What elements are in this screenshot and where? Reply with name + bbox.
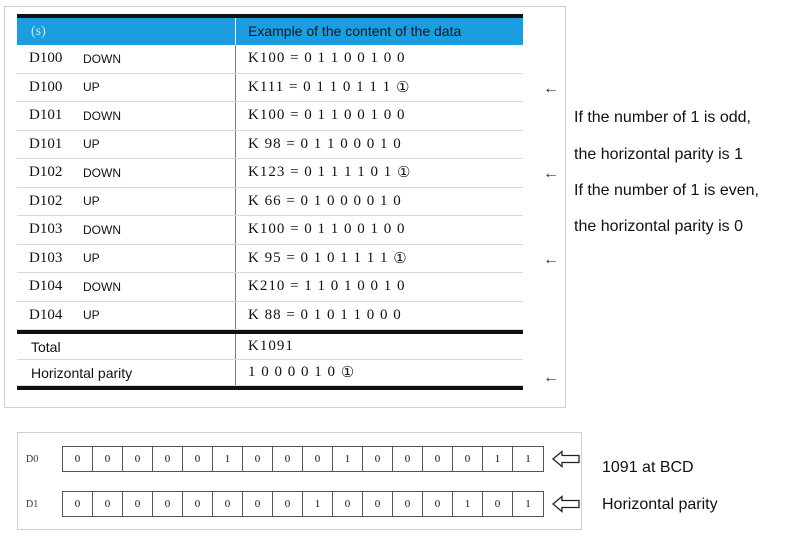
table-header <box>17 18 523 45</box>
table-row <box>17 273 523 302</box>
bit-cell: 0 <box>273 492 303 516</box>
total-value: K1091 <box>248 338 294 354</box>
content-value: K111 = 0 1 1 0 1 1 1 <box>248 78 396 95</box>
content-value: K 98 = 0 1 1 0 0 0 1 0 <box>248 135 402 152</box>
register-name: D104 <box>29 278 63 295</box>
d0-label: 1091 at BCD <box>602 459 694 476</box>
bit-cell: 0 <box>153 447 183 471</box>
register-direction: DOWN <box>83 222 121 237</box>
table-bottom-rule <box>17 386 523 390</box>
data-table <box>17 14 523 390</box>
bit-cell: 0 <box>303 447 333 471</box>
arrow-left-icon: ← <box>543 369 559 386</box>
note-odd-line1: If the number of 1 is odd, <box>574 109 751 126</box>
register-direction: DOWN <box>83 108 121 123</box>
circled-one: ① <box>393 250 408 267</box>
content-cell <box>236 302 523 330</box>
content-cell <box>236 273 523 301</box>
register-cell <box>17 216 236 244</box>
register-cell <box>17 302 236 330</box>
hollow-arrow-left-icon <box>552 495 580 513</box>
table-row <box>17 45 523 74</box>
bit-cell: 0 <box>123 447 153 471</box>
table-row <box>17 188 523 217</box>
register-name: D104 <box>29 306 63 323</box>
note-odd-line2: the horizontal parity is 1 <box>574 146 743 163</box>
parity-label: Horizontal parity <box>17 360 236 385</box>
content-value: K100 = 0 1 1 0 0 1 0 0 <box>248 107 406 124</box>
bit-cell: 0 <box>453 447 483 471</box>
note-even-line2: the horizontal parity is 0 <box>574 218 743 235</box>
register-direction: UP <box>83 80 100 95</box>
register-direction: DOWN <box>83 279 121 294</box>
bit-cell: 1 <box>213 447 243 471</box>
register-direction: DOWN <box>83 165 121 180</box>
table-row <box>17 159 523 188</box>
bit-cell: 0 <box>183 492 213 516</box>
circled-one: ① <box>395 79 411 96</box>
bit-cell: 0 <box>273 447 303 471</box>
bit-cell: 0 <box>423 447 453 471</box>
content-cell <box>236 74 523 102</box>
register-name: D102 <box>29 192 63 209</box>
register-name: D103 <box>29 249 63 266</box>
circled-one: ① <box>397 165 412 182</box>
register-direction: UP <box>83 251 100 266</box>
bit-cell: 0 <box>363 492 393 516</box>
content-value: K 95 = 0 1 0 1 1 1 1 <box>248 249 394 266</box>
register-name: D103 <box>29 221 63 238</box>
d0-register-name: D0 <box>26 453 39 465</box>
register-direction: UP <box>83 308 100 323</box>
content-cell <box>236 102 523 130</box>
bit-cell: 0 <box>483 492 513 516</box>
register-cell <box>17 245 236 273</box>
data-table-panel <box>4 6 566 408</box>
table-row <box>17 131 523 160</box>
bit-cell: 1 <box>525 453 531 465</box>
bit-cell: 1 <box>333 447 363 471</box>
register-direction: UP <box>83 137 100 152</box>
bit-cell: 1 <box>483 447 513 471</box>
bit-cell: 0 <box>123 492 153 516</box>
register-cell <box>17 102 236 130</box>
parity-circled-one: ① <box>340 365 356 381</box>
parity-bits: 1 0 0 0 0 1 0 <box>248 364 341 380</box>
parity-value <box>236 360 523 385</box>
header-col-register: (s) <box>17 18 236 45</box>
register-name: D100 <box>29 78 63 95</box>
bit-cell: 0 <box>93 447 123 471</box>
table-row <box>17 302 523 331</box>
bit-cell: 0 <box>243 492 273 516</box>
bit-cell: 1 <box>303 492 333 516</box>
content-value: K210 = 1 1 0 1 0 0 1 0 <box>248 278 406 295</box>
register-cell <box>17 45 236 73</box>
table-row <box>17 216 523 245</box>
header-col-content: Example of the content of the data <box>248 23 462 39</box>
content-cell <box>236 131 523 159</box>
register-name: D102 <box>29 164 63 181</box>
content-value: K100 = 0 1 1 0 0 1 0 0 <box>248 221 406 238</box>
table-body <box>17 45 523 330</box>
register-cell <box>17 74 236 102</box>
bit-cell: 0 <box>63 447 93 471</box>
bit-cell: 0 <box>153 492 183 516</box>
arrow-left-icon: ← <box>543 80 559 97</box>
total-label: Total <box>17 334 236 359</box>
bit-cell: 1 <box>453 492 483 516</box>
register-name: D100 <box>29 50 63 67</box>
total-row <box>17 334 523 360</box>
bit-cell: 0 <box>93 492 123 516</box>
content-cell <box>236 245 523 273</box>
bit-cell: 0 <box>363 447 393 471</box>
d1-label: Horizontal parity <box>602 496 718 513</box>
arrow-left-icon: ← <box>543 165 559 182</box>
register-cell <box>17 131 236 159</box>
register-direction: UP <box>83 194 100 209</box>
note-even-line1: If the number of 1 is even, <box>574 182 759 199</box>
content-cell <box>236 216 523 244</box>
register-cell <box>17 273 236 301</box>
bit-cell: 0 <box>63 492 93 516</box>
d0-bit-row <box>26 446 580 472</box>
register-name: D101 <box>29 135 63 152</box>
content-cell <box>236 188 523 216</box>
bit-cell: 0 <box>243 447 273 471</box>
register-cell <box>17 188 236 216</box>
content-value: K100 = 0 1 1 0 0 1 0 0 <box>248 50 406 67</box>
d0-bits <box>62 446 544 472</box>
bit-diagram-panel <box>17 432 582 530</box>
content-cell <box>236 45 523 73</box>
content-value: K123 = 0 1 1 1 1 0 1 <box>248 164 398 181</box>
content-value: K 66 = 0 1 0 0 0 0 1 0 <box>248 192 402 209</box>
bit-cell: 0 <box>183 447 213 471</box>
bit-cell: 0 <box>393 492 423 516</box>
register-name: D101 <box>29 107 63 124</box>
bit-cell: 0 <box>333 492 363 516</box>
arrow-left-icon: ← <box>543 251 559 268</box>
bit-cell: 0 <box>213 492 243 516</box>
bit-cell: 1 <box>525 498 531 510</box>
table-row <box>17 245 523 274</box>
register-direction: DOWN <box>83 51 121 66</box>
parity-row <box>17 360 523 386</box>
content-value: K 88 = 0 1 0 1 1 0 0 0 <box>248 306 402 323</box>
bit-cell: 0 <box>393 447 423 471</box>
table-row <box>17 74 523 103</box>
register-cell <box>17 159 236 187</box>
hollow-arrow-left-icon <box>552 450 580 468</box>
d1-register-name: D1 <box>26 498 39 510</box>
bit-cell: 0 <box>423 492 453 516</box>
table-row <box>17 102 523 131</box>
content-cell <box>236 159 523 187</box>
d1-bit-row <box>26 491 580 517</box>
d1-bits <box>62 491 544 517</box>
